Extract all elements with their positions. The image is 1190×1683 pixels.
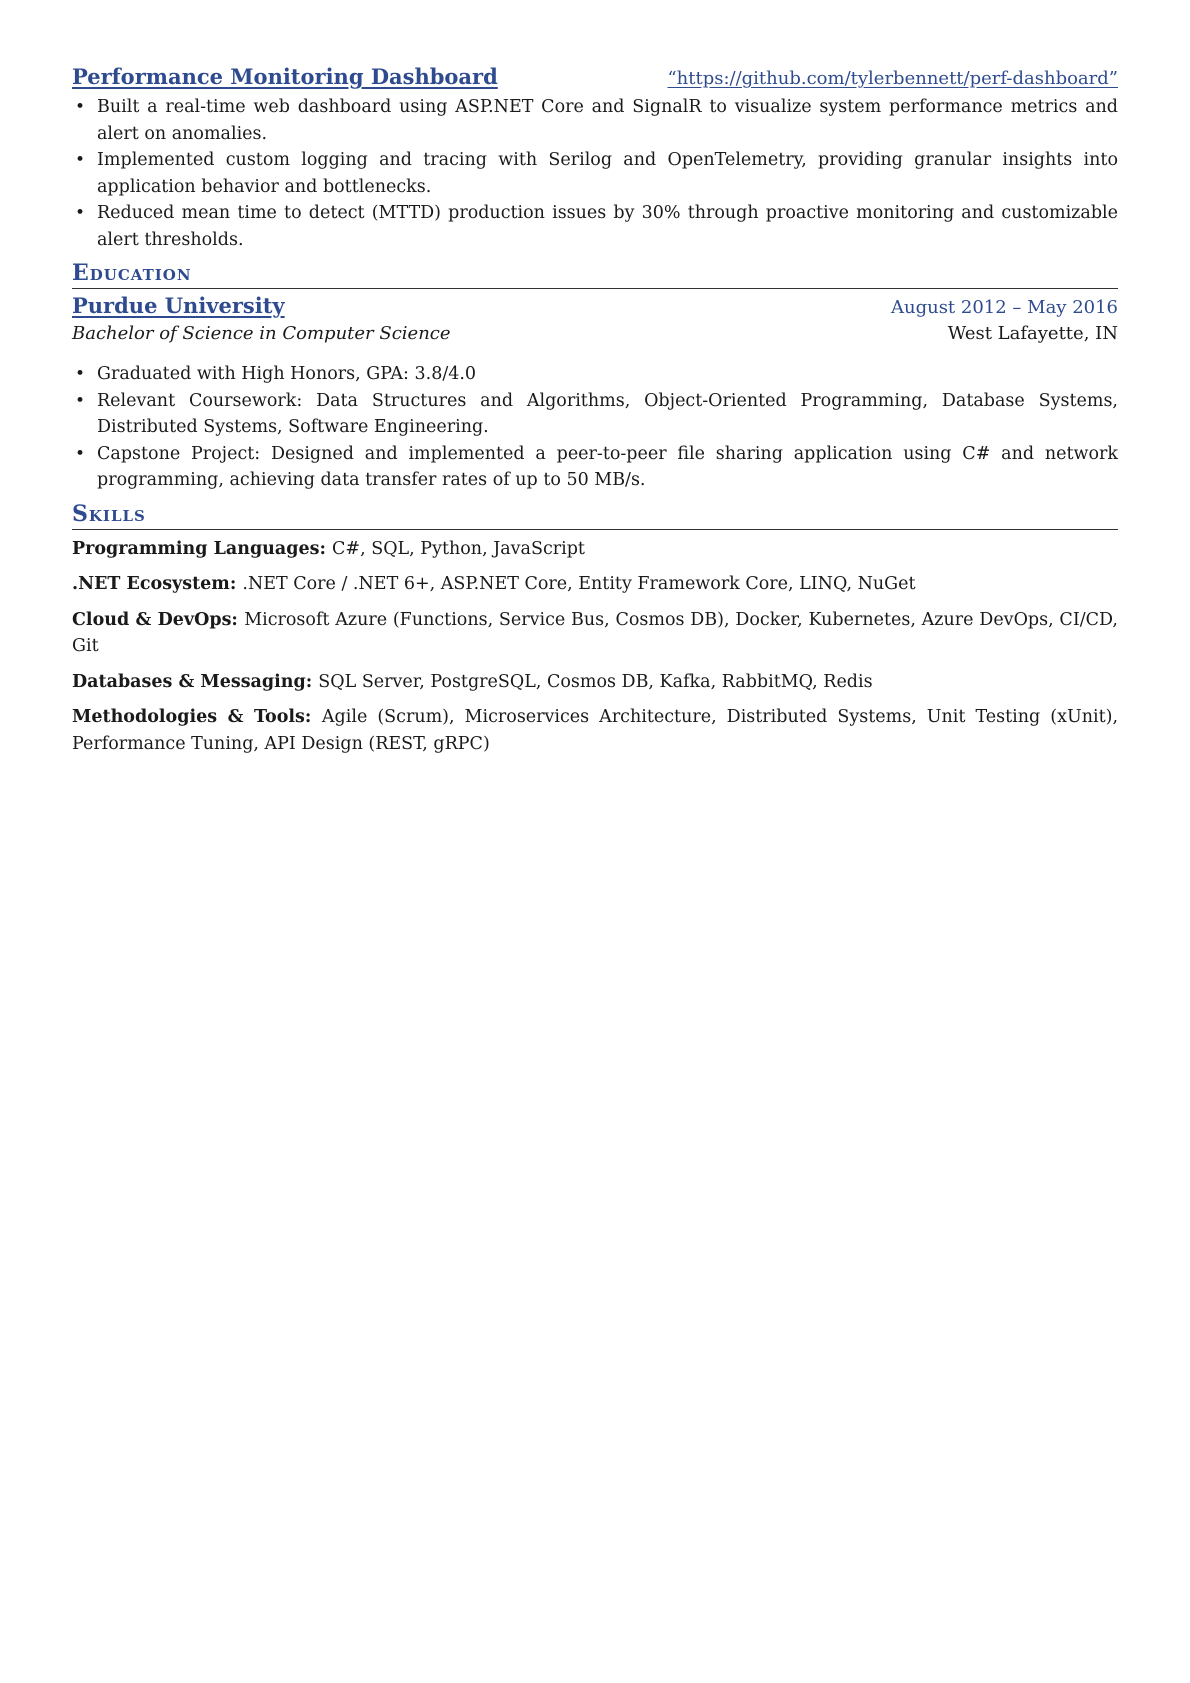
- education-section-header: [72, 257, 1118, 289]
- project-repo-link[interactable]: “https://github.com/tylerbennett/perf-dashboard”: [667, 68, 1118, 89]
- skill-row: [72, 571, 1118, 598]
- education-location: West Lafayette, IN: [947, 323, 1118, 344]
- skill-value: Microsoft Azure (Functions, Service Bus, Cosmos DB), Docker, Kubernetes, Azure DevOps, CI/CD, Git: [72, 609, 1118, 656]
- skill-label: Methodologies & Tools:: [72, 707, 322, 727]
- bullet-text: Reduced mean time to detect (MTTD) production issues by 30% through proactive monitoring and customizable alert thresholds.: [97, 203, 1118, 250]
- list-item: [72, 147, 1118, 200]
- education-dates: August 2012 – May 2016: [890, 297, 1118, 318]
- bullet-icon: •: [75, 150, 86, 170]
- bullet-icon: •: [75, 443, 86, 464]
- bullet-text: Implemented custom logging and tracing with Serilog and OpenTelemetry, providing granular insights into application behavior and bottlenecks.: [97, 150, 1118, 197]
- project-header: [72, 64, 1118, 94]
- bullet-text: Built a real-time web dashboard using ASP.NET Core and SignalR to visualize system performance metrics and alert on anomalies.: [97, 97, 1118, 144]
- skills-heading: Skills: [72, 500, 146, 527]
- bullet-icon: •: [75, 203, 86, 223]
- list-item: [72, 200, 1118, 253]
- bullet-icon: •: [75, 97, 86, 117]
- skill-label: Programming Languages:: [72, 538, 333, 559]
- skill-value: Agile (Scrum), Microservices Architecture, Distributed Systems, Unit Testing (xUnit), Performance Tuning, API Design (REST, gRPC): [72, 707, 1119, 754]
- skill-row: [72, 607, 1118, 660]
- project-bullets: [72, 94, 1118, 253]
- project-title-link[interactable]: Performance Monitoring Dashboard: [72, 64, 498, 89]
- skill-row: [72, 669, 1118, 696]
- list-item: [72, 388, 1118, 441]
- bullet-icon: •: [75, 390, 86, 411]
- resume-page: [72, 64, 1118, 757]
- skills-section-header: [72, 498, 1118, 530]
- education-bullets: [72, 361, 1118, 494]
- degree: Bachelor of Science in Computer Science: [72, 323, 451, 344]
- bullet-text: Capstone Project: Designed and implemented a peer-to-peer file sharing application using C# and network programming, achieving data transfer rates of up to 50 MB/s.: [97, 443, 1118, 490]
- education-heading: Education: [72, 260, 192, 286]
- education-subheader: [72, 323, 1118, 353]
- bullet-icon: •: [75, 364, 86, 384]
- list-item: [72, 94, 1118, 147]
- list-item: [72, 441, 1118, 494]
- skill-label: Cloud & DevOps:: [72, 609, 245, 630]
- education-header: [72, 293, 1118, 323]
- skill-value: SQL Server, PostgreSQL, Cosmos DB, Kafka, RabbitMQ, Redis: [318, 671, 873, 692]
- skill-value: .NET Core / .NET 6+, ASP.NET Core, Entity Framework Core, LINQ, NuGet: [242, 574, 916, 594]
- skill-row: [72, 536, 1118, 563]
- bullet-text: Graduated with High Honors, GPA: 3.8/4.0: [97, 364, 477, 384]
- list-item: [72, 361, 1118, 388]
- bullet-text: Relevant Coursework: Data Structures and Algorithms, Object-Oriented Programming, Database Systems, Distributed Systems, Software Engineering.: [97, 390, 1118, 437]
- skill-label: .NET Ecosystem:: [72, 574, 243, 594]
- school-link[interactable]: Purdue University: [72, 293, 285, 318]
- skill-row: [72, 704, 1118, 757]
- skill-value: C#, SQL, Python, JavaScript: [332, 538, 585, 559]
- skill-label: Databases & Messaging:: [72, 671, 319, 692]
